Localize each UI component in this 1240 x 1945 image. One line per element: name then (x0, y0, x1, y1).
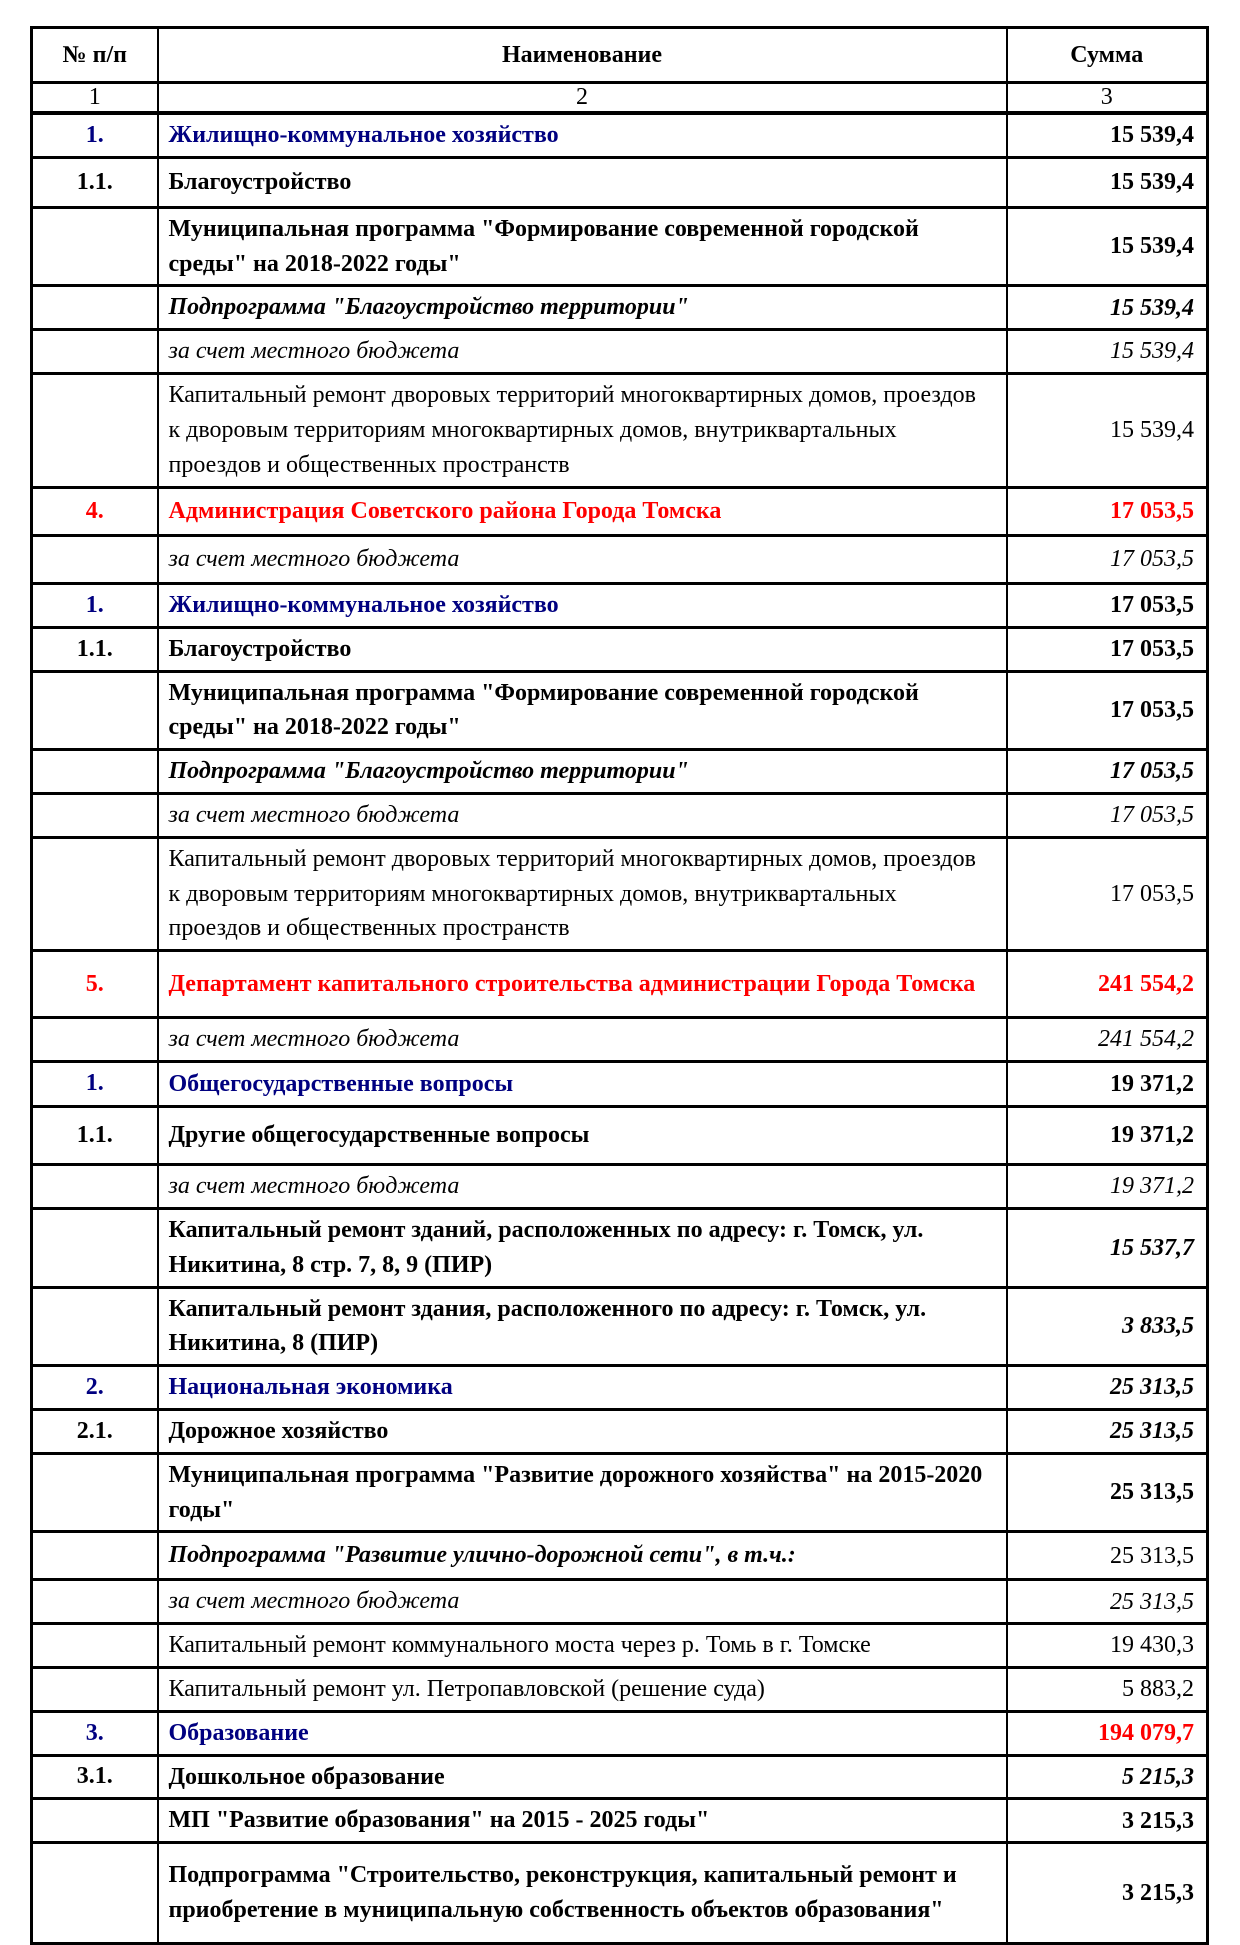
row-number-cell: 1.1. (32, 157, 158, 207)
row-number-cell (32, 793, 158, 837)
row-number-cell (32, 1532, 158, 1580)
row-sum-cell: 17 053,5 (1007, 627, 1208, 671)
row-sum-cell: 5 883,2 (1007, 1667, 1208, 1711)
table-row (32, 1799, 1208, 1843)
table-row (32, 1624, 1208, 1668)
row-sum-cell: 17 053,5 (1007, 837, 1208, 950)
table-row (32, 487, 1208, 535)
row-sum-cell: 15 539,4 (1007, 286, 1208, 330)
row-sum-cell: 17 053,5 (1007, 583, 1208, 627)
row-number-cell (32, 750, 158, 794)
row-number-cell: 1. (32, 1061, 158, 1106)
row-name-cell: Дорожное хозяйство (158, 1409, 1007, 1453)
table-row (32, 1453, 1208, 1532)
row-number-cell (32, 1799, 158, 1843)
table-row (32, 1208, 1208, 1287)
header-row (32, 28, 1208, 83)
table-row (32, 330, 1208, 374)
row-name-cell: Подпрограмма "Развитие улично-дорожной сети", в т.ч.: (158, 1532, 1007, 1580)
row-number-cell: 1.1. (32, 1106, 158, 1164)
column-number-2: 2 (158, 83, 1007, 114)
table-row (32, 1532, 1208, 1580)
table-row (32, 535, 1208, 583)
row-sum-cell: 25 313,5 (1007, 1409, 1208, 1453)
row-name-cell: Капитальный ремонт дворовых территорий многоквартирных домов, проездов к дворовым территориям многоквартирных домов, внутриквартальных проездов и общественных пространств (158, 373, 1007, 487)
column-header-sum: Сумма (1007, 28, 1208, 83)
table-row (32, 1018, 1208, 1062)
row-sum-cell: 3 215,3 (1007, 1799, 1208, 1843)
row-number-cell (32, 1843, 158, 1944)
table-row (32, 583, 1208, 627)
row-number-cell: 1.1. (32, 627, 158, 671)
row-sum-cell: 15 539,4 (1007, 330, 1208, 374)
table-row (32, 1061, 1208, 1106)
row-number-cell: 3. (32, 1711, 158, 1755)
row-sum-cell: 17 053,5 (1007, 750, 1208, 794)
row-sum-cell: 17 053,5 (1007, 793, 1208, 837)
row-name-cell: Подпрограмма "Благоустройство территории" (158, 286, 1007, 330)
table-row (32, 157, 1208, 207)
row-sum-cell: 25 313,5 (1007, 1366, 1208, 1410)
row-number-cell (32, 1287, 158, 1366)
table-row (32, 1106, 1208, 1164)
row-number-cell (32, 286, 158, 330)
row-sum-cell: 19 371,2 (1007, 1106, 1208, 1164)
row-number-cell (32, 373, 158, 487)
row-name-cell: Департамент капитального строительства администрации Города Томска (158, 951, 1007, 1018)
row-name-cell: Образование (158, 1711, 1007, 1755)
table-row (32, 1843, 1208, 1944)
row-number-cell (32, 1164, 158, 1208)
row-name-cell: Национальная экономика (158, 1366, 1007, 1410)
row-number-cell: 1. (32, 113, 158, 157)
row-sum-cell: 19 430,3 (1007, 1624, 1208, 1668)
table-row (32, 1667, 1208, 1711)
budget-table (30, 26, 1209, 1945)
row-name-cell: Капитальный ремонт дворовых территорий многоквартирных домов, проездов к дворовым территориям многоквартирных домов, внутриквартальных проездов и общественных пространств (158, 837, 1007, 950)
row-sum-cell: 15 539,4 (1007, 207, 1208, 286)
table-row (32, 951, 1208, 1018)
row-name-cell: за счет местного бюджета (158, 330, 1007, 374)
row-number-cell (32, 535, 158, 583)
row-sum-cell: 15 539,4 (1007, 157, 1208, 207)
row-number-cell: 5. (32, 951, 158, 1018)
row-number-cell (32, 207, 158, 286)
row-sum-cell: 17 053,5 (1007, 671, 1208, 750)
row-name-cell: МП "Развитие образования" на 2015 - 2025 годы" (158, 1799, 1007, 1843)
row-number-cell (32, 671, 158, 750)
table-row (32, 671, 1208, 750)
row-number-cell (32, 1624, 158, 1668)
row-name-cell: Общегосударственные вопросы (158, 1061, 1007, 1106)
row-sum-cell: 15 537,7 (1007, 1208, 1208, 1287)
row-name-cell: Капитальный ремонт здания, расположенного по адресу: г. Томск, ул. Никитина, 8 (ПИР) (158, 1287, 1007, 1366)
row-name-cell: Подпрограмма "Благоустройство территории" (158, 750, 1007, 794)
table-row (32, 1164, 1208, 1208)
column-numbers-row (32, 83, 1208, 114)
table-row (32, 373, 1208, 487)
row-name-cell: Благоустройство (158, 627, 1007, 671)
row-name-cell: Капитальный ремонт ул. Петропавловской (решение суда) (158, 1667, 1007, 1711)
table-row (32, 1366, 1208, 1410)
row-name-cell: Жилищно-коммунальное хозяйство (158, 583, 1007, 627)
table-row (32, 1580, 1208, 1624)
row-name-cell: за счет местного бюджета (158, 1580, 1007, 1624)
column-header-num: № п/п (32, 28, 158, 83)
table-row (32, 113, 1208, 157)
row-sum-cell: 194 079,7 (1007, 1711, 1208, 1755)
row-name-cell: за счет местного бюджета (158, 1018, 1007, 1062)
row-sum-cell: 25 313,5 (1007, 1453, 1208, 1532)
row-sum-cell: 241 554,2 (1007, 1018, 1208, 1062)
row-number-cell: 1. (32, 583, 158, 627)
row-name-cell: за счет местного бюджета (158, 1164, 1007, 1208)
column-header-name: Наименование (158, 28, 1007, 83)
row-number-cell (32, 1018, 158, 1062)
row-name-cell: Администрация Советского района Города Томска (158, 487, 1007, 535)
table-row (32, 286, 1208, 330)
row-sum-cell: 15 539,4 (1007, 373, 1208, 487)
row-sum-cell: 25 313,5 (1007, 1580, 1208, 1624)
row-sum-cell: 3 833,5 (1007, 1287, 1208, 1366)
row-name-cell: Другие общегосударственные вопросы (158, 1106, 1007, 1164)
row-number-cell: 4. (32, 487, 158, 535)
table-head (32, 28, 1208, 114)
table-row (32, 750, 1208, 794)
row-sum-cell: 19 371,2 (1007, 1061, 1208, 1106)
table-row (32, 1409, 1208, 1453)
column-number-1: 1 (32, 83, 158, 114)
row-name-cell: Благоустройство (158, 157, 1007, 207)
row-name-cell: Дошкольное образование (158, 1755, 1007, 1799)
table-row (32, 793, 1208, 837)
row-name-cell: Муниципальная программа "Формирование современной городской среды" на 2018-2022 годы" (158, 671, 1007, 750)
row-sum-cell: 17 053,5 (1007, 487, 1208, 535)
row-name-cell: Капитальный ремонт зданий, расположенных по адресу: г. Томск, ул. Никитина, 8 стр. 7, 8, 9 (ПИР) (158, 1208, 1007, 1287)
row-name-cell: за счет местного бюджета (158, 793, 1007, 837)
table-row (32, 1287, 1208, 1366)
row-number-cell (32, 1667, 158, 1711)
row-name-cell: Муниципальная программа "Развитие дорожного хозяйства" на 2015-2020 годы" (158, 1453, 1007, 1532)
row-name-cell: Муниципальная программа "Формирование современной городской среды" на 2018-2022 годы" (158, 207, 1007, 286)
row-number-cell: 3.1. (32, 1755, 158, 1799)
column-number-3: 3 (1007, 83, 1208, 114)
row-sum-cell: 17 053,5 (1007, 535, 1208, 583)
row-number-cell (32, 1208, 158, 1287)
row-number-cell (32, 837, 158, 950)
row-number-cell: 2.1. (32, 1409, 158, 1453)
row-sum-cell: 5 215,3 (1007, 1755, 1208, 1799)
row-number-cell (32, 1580, 158, 1624)
row-sum-cell: 19 371,2 (1007, 1164, 1208, 1208)
row-name-cell: Подпрограмма "Строительство, реконструкция, капитальный ремонт и приобретение в муниципальную собственность объектов образования" (158, 1843, 1007, 1944)
row-sum-cell: 25 313,5 (1007, 1532, 1208, 1580)
row-name-cell: Капитальный ремонт коммунального моста через р. Томь в г. Томске (158, 1624, 1007, 1668)
table-row (32, 837, 1208, 950)
table-row (32, 207, 1208, 286)
row-number-cell: 2. (32, 1366, 158, 1410)
table-row (32, 1755, 1208, 1799)
row-sum-cell: 3 215,3 (1007, 1843, 1208, 1944)
row-sum-cell: 241 554,2 (1007, 951, 1208, 1018)
table-row (32, 627, 1208, 671)
row-name-cell: за счет местного бюджета (158, 535, 1007, 583)
row-number-cell (32, 330, 158, 374)
table-body (32, 113, 1208, 1944)
row-number-cell (32, 1453, 158, 1532)
table-row (32, 1711, 1208, 1755)
row-name-cell: Жилищно-коммунальное хозяйство (158, 113, 1007, 157)
row-sum-cell: 15 539,4 (1007, 113, 1208, 157)
